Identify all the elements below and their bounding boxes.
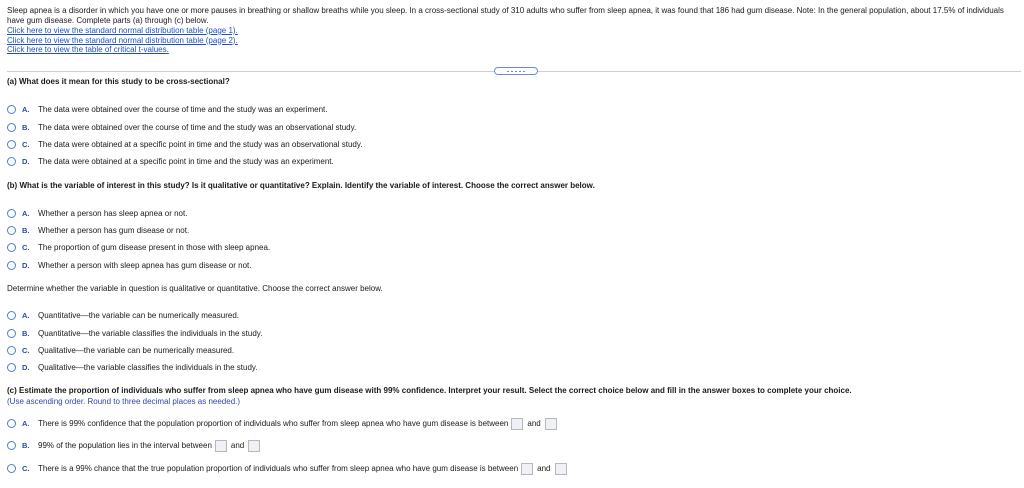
radio-button-icon[interactable] [7, 140, 16, 149]
option-letter: B. [22, 329, 30, 338]
option-a-C[interactable] [7, 139, 363, 150]
radio-button-icon[interactable] [7, 243, 16, 252]
and-text: and [527, 419, 541, 428]
radio-button-icon[interactable] [7, 346, 16, 355]
option-c-C[interactable] [7, 463, 570, 474]
radio-button-icon[interactable] [7, 209, 16, 218]
option-text: The proportion of gum disease present in those with sleep apnea. [38, 243, 271, 252]
option-text: Quantitative—the variable can be numerically measured. [38, 311, 239, 320]
dot-icon [511, 71, 513, 72]
radio-button-icon[interactable] [7, 123, 16, 132]
problem-intro [7, 6, 1015, 55]
answer-box-upper[interactable] [545, 418, 557, 430]
option-letter: A. [22, 105, 30, 114]
option-b-C[interactable] [7, 242, 270, 253]
radio-button-icon[interactable] [7, 311, 16, 320]
rounding-note: (Use ascending order. Round to three decimal places as needed.) [7, 397, 241, 406]
option-letter: D. [22, 157, 30, 166]
option-letter: C. [22, 140, 30, 149]
option-b2-D[interactable] [7, 362, 258, 373]
dot-icon [519, 71, 521, 72]
answer-box-upper[interactable] [248, 440, 260, 452]
option-text: Qualitative—the variable can be numerically measured. [38, 346, 235, 355]
option-b2-C[interactable] [7, 345, 234, 356]
dot-icon [515, 71, 517, 72]
question-b: (b) What is the variable of interest in this study? Is it qualitative or quantitative? Explain. Identify the variable of interest. Choose the correct answer below. [7, 181, 595, 190]
answer-box-lower[interactable] [521, 463, 533, 475]
option-text: Qualitative—the variable classifies the individuals in the study. [38, 363, 258, 372]
option-text: 99% of the population lies in the interval between [38, 441, 212, 450]
option-b-A[interactable] [7, 208, 187, 219]
link-normal-table-page-2[interactable]: Click here to view the standard normal distribution table (page 2). [7, 35, 238, 45]
question-c: (c) Estimate the proportion of individuals who suffer from sleep apnea who have gum disease with 99% confidence. Interpret your result. Select the correct choice below and fill in the answer boxes to complete your choice. [7, 386, 852, 395]
option-letter: B. [22, 123, 30, 132]
dot-icon [507, 71, 509, 72]
option-letter: A. [22, 209, 30, 218]
option-b-B[interactable] [7, 225, 189, 236]
radio-button-icon[interactable] [7, 261, 16, 270]
radio-button-icon[interactable] [7, 105, 16, 114]
radio-button-icon[interactable] [7, 419, 16, 428]
and-text: and [537, 464, 551, 473]
option-letter: B. [22, 441, 30, 450]
option-a-B[interactable] [7, 122, 356, 133]
radio-button-icon[interactable] [7, 226, 16, 235]
question-a: (a) What does it mean for this study to be cross-sectional? [7, 77, 230, 86]
radio-button-icon[interactable] [7, 157, 16, 166]
option-text: Whether a person has gum disease or not. [38, 226, 190, 235]
question-b-type: Determine whether the variable in question is qualitative or quantitative. Choose the correct answer below. [7, 284, 383, 293]
option-text: The data were obtained over the course of time and the study was an experiment. [38, 105, 328, 114]
option-letter: D. [22, 363, 30, 372]
option-letter: C. [22, 243, 30, 252]
option-text: Whether a person has sleep apnea or not. [38, 209, 188, 218]
option-text: The data were obtained at a specific point in time and the study was an observational study. [38, 140, 363, 149]
option-letter: A. [22, 419, 30, 428]
option-a-A[interactable] [7, 104, 328, 115]
problem-statement: Sleep apnea is a disorder in which you have one or more pauses in breathing or shallow breaths while you sleep. In a cross-sectional study of 310 adults who suffer from sleep apnea, it was found that 186 had gum disease. Note: In the general population, about 17.5% of individuals have gum disease. Complete parts (a) through (c) below. [7, 6, 1004, 25]
option-text: There is a 99% chance that the true population proportion of individuals who suffer from sleep apnea who have gum disease is between [38, 464, 519, 473]
radio-button-icon[interactable] [7, 363, 16, 372]
link-critical-t-values[interactable]: Click here to view the table of critical t-values. [7, 45, 169, 54]
option-letter: B. [22, 226, 30, 235]
link-normal-table-page-1[interactable]: Click here to view the standard normal distribution table (page 1). [7, 26, 238, 35]
option-b2-A[interactable] [7, 310, 239, 321]
radio-button-icon[interactable] [7, 329, 16, 338]
option-letter: C. [22, 464, 30, 473]
and-text: and [230, 441, 245, 450]
option-a-D[interactable] [7, 156, 334, 167]
option-letter: D. [22, 261, 30, 270]
option-c-A[interactable] [7, 418, 560, 429]
option-letter: C. [22, 346, 30, 355]
option-letter: A. [22, 311, 30, 320]
option-b2-B[interactable] [7, 328, 262, 339]
option-text: Quantitative—the variable classifies the individuals in the study. [38, 329, 263, 338]
answer-box-lower[interactable] [511, 418, 523, 430]
expand-more-button[interactable] [494, 67, 538, 75]
option-text: Whether a person with sleep apnea has gum disease or not. [38, 261, 252, 270]
option-text: There is 99% confidence that the population proportion of individuals who suffer from sleep apnea who have gum disease is between [38, 419, 509, 428]
radio-button-icon[interactable] [7, 441, 16, 450]
answer-box-lower[interactable] [215, 440, 227, 452]
option-text: The data were obtained at a specific point in time and the study was an experiment. [38, 157, 334, 166]
radio-button-icon[interactable] [7, 464, 16, 473]
option-text: The data were obtained over the course of time and the study was an observational study. [38, 123, 357, 132]
option-b-D[interactable] [7, 260, 251, 271]
dot-icon [523, 71, 525, 72]
answer-box-upper[interactable] [555, 463, 567, 475]
option-c-B[interactable] [7, 440, 263, 451]
